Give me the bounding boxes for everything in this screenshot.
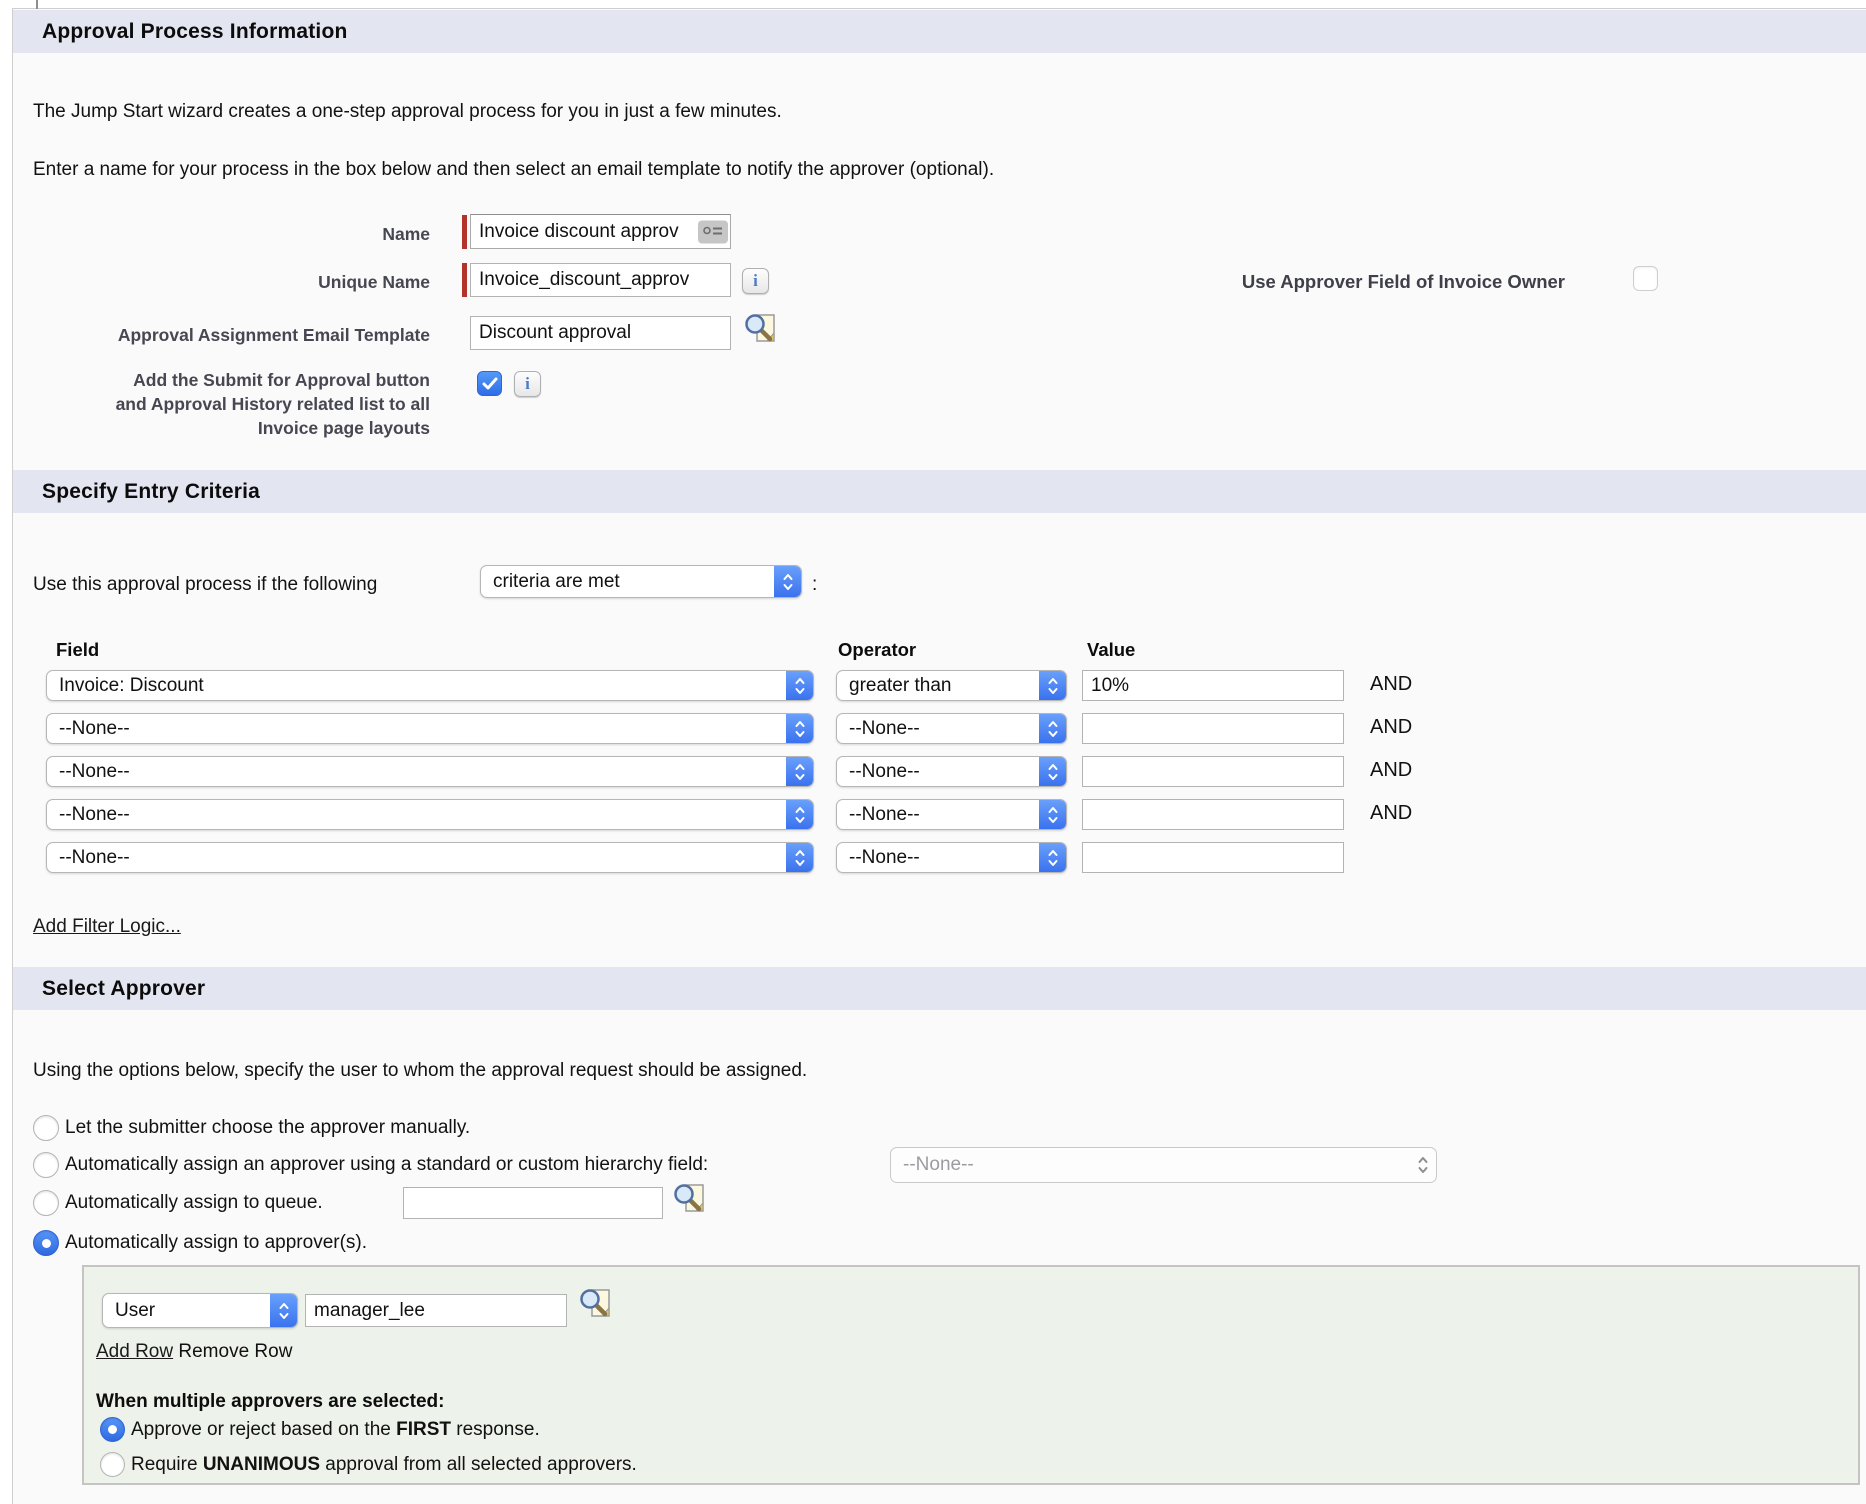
criteria-field-select[interactable]: --None-- — [46, 713, 814, 744]
option-manual-row — [33, 1115, 470, 1141]
option-queue-label: Automatically assign to queue. — [65, 1192, 323, 1213]
select-stepper-icon — [786, 800, 813, 829]
criteria-colon: : — [812, 574, 818, 595]
criteria-value-input[interactable] — [1082, 799, 1344, 830]
info-icon[interactable]: i — [742, 268, 769, 294]
criteria-operator-select[interactable]: --None-- — [836, 756, 1067, 787]
conjunction-label: AND — [1370, 802, 1413, 824]
remove-row-label[interactable]: Remove Row — [178, 1341, 293, 1362]
select-stepper-icon — [786, 843, 813, 872]
criteria-operator-select[interactable]: greater than — [836, 670, 1067, 701]
select-stepper-icon — [1409, 1148, 1436, 1182]
select-stepper-icon — [786, 714, 813, 743]
required-field-bar — [462, 215, 467, 249]
multi-first-label: Approve or reject based on the FIRST response. — [131, 1418, 540, 1440]
select-stepper-icon — [1039, 757, 1066, 786]
conjunction-label: AND — [1370, 716, 1413, 738]
section-header-specify-entry-criteria — [13, 470, 1866, 513]
criteria-value-input[interactable] — [1082, 670, 1344, 701]
unique-name-label: Unique Name — [318, 272, 430, 292]
criteria-field-select[interactable]: --None-- — [46, 842, 814, 873]
intro-line-2: Enter a name for your process in the box below and then select an email template to notify the approver (optional). — [33, 159, 995, 180]
add-filter-logic-link[interactable]: Add Filter Logic... — [33, 916, 181, 937]
add-submit-button-checkbox[interactable] — [477, 371, 502, 396]
row-actions — [96, 1341, 292, 1363]
criteria-lead-text: Use this approval process if the following — [33, 574, 378, 595]
criteria-operator-select[interactable]: --None-- — [836, 842, 1067, 873]
name-label: Name — [382, 224, 430, 244]
conjunction-label: AND — [1370, 759, 1413, 781]
use-approver-field-label: Use Approver Field of Invoice Owner — [1241, 271, 1565, 292]
option-approvers-row — [33, 1230, 367, 1256]
multiple-approvers-heading: When multiple approvers are selected: — [96, 1391, 445, 1412]
criteria-field-select[interactable]: --None-- — [46, 756, 814, 787]
email-template-input[interactable] — [470, 316, 731, 350]
section-header-select-approver — [13, 967, 1866, 1010]
radio-unanimous[interactable] — [100, 1452, 125, 1477]
section-title: Specify Entry Criteria — [42, 479, 260, 503]
email-template-label: Approval Assignment Email Template — [117, 325, 430, 345]
select-stepper-icon — [1039, 714, 1066, 743]
select-stepper-icon — [1039, 671, 1066, 700]
lookup-icon[interactable] — [578, 1287, 614, 1330]
option-queue-row — [33, 1190, 323, 1216]
select-stepper-icon — [270, 1294, 297, 1327]
conjunction-label: AND — [1370, 673, 1413, 695]
intro-line-1: The Jump Start wizard creates a one-step approval process for you in just a few minutes. — [33, 101, 782, 122]
criteria-field-select[interactable]: Invoice: Discount — [46, 670, 814, 701]
option-hierarchy-row — [33, 1152, 708, 1178]
select-stepper-icon — [774, 566, 801, 597]
criteria-value-input[interactable] — [1082, 842, 1344, 873]
option-manual-label: Let the submitter choose the approver manually. — [65, 1117, 471, 1138]
option-approvers-label: Automatically assign to approver(s). — [65, 1232, 368, 1253]
unique-name-input[interactable] — [470, 263, 731, 297]
select-stepper-icon — [1039, 800, 1066, 829]
radio-hierarchy[interactable] — [33, 1152, 59, 1178]
select-stepper-icon — [786, 671, 813, 700]
radio-first-response[interactable] — [100, 1417, 125, 1442]
select-stepper-icon — [1039, 843, 1066, 872]
section-header-approval-process-information — [13, 10, 1866, 53]
column-header-operator: Operator — [838, 639, 917, 660]
section-title: Approval Process Information — [42, 19, 348, 43]
radio-manual[interactable] — [33, 1115, 59, 1141]
required-field-bar — [462, 263, 467, 297]
radio-approvers[interactable] — [33, 1230, 59, 1256]
criteria-operator-select[interactable]: --None-- — [836, 799, 1067, 830]
criteria-field-select[interactable]: --None-- — [46, 799, 814, 830]
criteria-value-input[interactable] — [1082, 713, 1344, 744]
option-hierarchy-label: Automatically assign an approver using a standard or custom hierarchy field: — [65, 1154, 709, 1175]
lookup-icon[interactable] — [672, 1182, 708, 1225]
multi-first-row — [100, 1417, 540, 1442]
criteria-value-input[interactable] — [1082, 756, 1344, 787]
criteria-operator-select[interactable]: --None-- — [836, 713, 1067, 744]
radio-queue[interactable] — [33, 1190, 59, 1216]
add-submit-button-label: Add the Submit for Approval button and Approval History related list to all Invoice page layouts — [115, 370, 430, 438]
multi-unanimous-row — [100, 1452, 637, 1477]
column-header-value: Value — [1087, 639, 1136, 660]
approver-selection-box — [82, 1265, 1860, 1485]
criteria-mode-select[interactable]: criteria are met — [480, 565, 802, 598]
lookup-icon[interactable] — [743, 312, 779, 355]
hierarchy-field-select[interactable]: --None-- — [890, 1147, 1437, 1183]
use-approver-field-checkbox[interactable] — [1633, 266, 1658, 291]
name-input[interactable] — [470, 214, 731, 249]
select-stepper-icon — [786, 757, 813, 786]
info-icon[interactable]: i — [514, 371, 541, 397]
approver-name-input[interactable] — [305, 1294, 567, 1327]
multi-unanimous-label: Require UNANIMOUS approval from all selected approvers. — [131, 1453, 637, 1475]
column-header-field: Field — [56, 639, 100, 660]
approver-lead-text: Using the options below, specify the user to whom the approval request should be assigned. — [33, 1060, 808, 1081]
top-edge-tick — [36, 0, 38, 9]
add-row-link[interactable]: Add Row — [96, 1341, 174, 1362]
section-title: Select Approver — [42, 976, 206, 1000]
queue-input[interactable] — [403, 1187, 663, 1219]
approver-type-select[interactable]: User — [102, 1293, 298, 1328]
